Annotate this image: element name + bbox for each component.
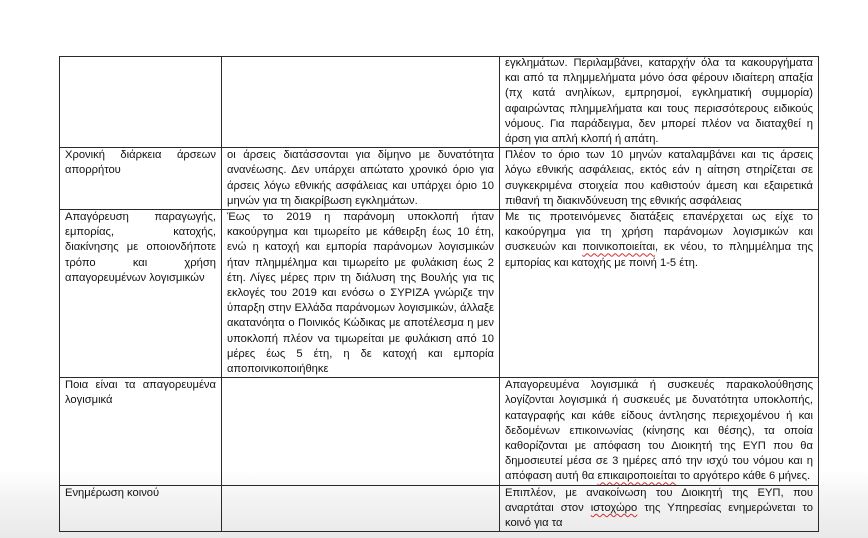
- proposed-law-text: εγκλημάτων. Περιλαμβάνει, καταρχήν όλα τα κακουργήματα και από τα πλημμελήματα μόνο όσα φέρουν ιδιαίτερη απαξία (πχ κατά ανηλίκων, εμπρησμοί, εγκληματική συμμορία) αφαιρώντας πλημμελήματα και τους περισσότερους ειδικούς νόμους. Για παράδειγμα, δεν μπορεί πλέον να διαταχθεί η άρση για απλή κλοπή ή απάτη.: [505, 57, 813, 146]
- text-segment: της Υπηρεσίας ενημερώνεται το κοινό για τα: [505, 501, 813, 530]
- comparison-table: [59, 56, 819, 532]
- table-row: [60, 148, 819, 210]
- text-segment: Με τις προτεινόμενες διατάξεις επανέρχεται ως είχε το κακούργημα για τη χρήση παράνομων λογισμικών και συσκευών και: [505, 211, 813, 254]
- text-segment: το αργότερο κάθε 6 μήνες.: [676, 470, 811, 483]
- proposed-law-cell: [500, 210, 819, 378]
- table-row: [60, 485, 819, 532]
- proposed-law-text: [505, 210, 813, 271]
- proposed-law-cell: [500, 485, 819, 532]
- topic-cell: [60, 485, 222, 532]
- current-law-text: οι άρσεις διατάσσονται για δίμηνο με δυνατότητα ανανέωσης. Δεν υπάρχει απώτατο χρονικό όριο για άρσεις λόγω εθνικής ασφάλειας και υπάρχει όριο 10 μηνών για τη διακρίβωση εγκλημάτων.: [227, 149, 494, 207]
- proposed-law-text: Πλέον το όριο των 10 μηνών καταλαμβάνει και τις άρσεις λόγω εθνικής ασφάλειας, εκτός εάν η αίτηση στηρίζεται σε συγκεκριμένα στοιχεία που καθιστούν άμεση και εξαιρετικά πιθανή τη διακινδύνευση της εθνικής ασφάλειας: [505, 149, 813, 207]
- topic-cell: [60, 210, 222, 378]
- proposed-law-text: [505, 486, 813, 532]
- spellcheck-flagged-word[interactable]: ιστοχώρο: [590, 501, 638, 514]
- table-row: [60, 57, 819, 148]
- text-segment: , εκ νέου, το πλημμέλημα της εμπορίας και κατοχής με ποινή 1-5 έτη.: [505, 241, 813, 269]
- table-row: [60, 210, 819, 378]
- current-law-cell: [222, 57, 500, 148]
- topic-text: Χρονική διάρκεια άρσεων απορρήτου: [65, 149, 216, 177]
- current-law-cell: [222, 485, 500, 532]
- proposed-law-cell: [500, 378, 819, 485]
- topic-cell: [60, 57, 222, 148]
- topic-text: Απαγόρευση παραγωγής, εμπορίας, κατοχής, διακίνησης με οποιονδήποτε τρόπο και χρήση απαγορευμένων λογισμικών: [65, 211, 216, 284]
- table-row: [60, 378, 819, 485]
- topic-cell: [60, 148, 222, 210]
- current-law-cell: [222, 148, 500, 210]
- text-segment: Επιπλέον, με ανακοίνωση του Διοικητή της ΕΥΠ, που αναρτάται στον: [505, 486, 813, 514]
- topic-text: Ενημέρωση κοινού: [65, 486, 160, 499]
- topic-cell: [60, 378, 222, 485]
- topic-text: Ποια είναι τα απαγορευμένα λογισμικά: [65, 379, 216, 407]
- spellcheck-flagged-word[interactable]: ποινικοποιείται: [582, 241, 656, 254]
- proposed-law-cell: [500, 148, 819, 210]
- spellcheck-flagged-word[interactable]: επικαιροποιείται: [597, 470, 677, 483]
- proposed-law-text: [505, 378, 813, 484]
- proposed-law-cell: [500, 57, 819, 148]
- current-law-cell: [222, 210, 500, 378]
- text-segment: Απαγορευμένα λογισμικά ή συσκευές παρακολούθησης λογίζονται λογισμικά ή συσκευές με δυνατότητα υποκλοπής, καταγραφής και κάθε είδους άντλησης περιεχομένου ή και δεδομένων επικοινωνίας (κίνησης και θέσης), τα οποία καθορίζονται με απόφαση του Διοικητή της ΕΥΠ που θα δημοσιευτεί μέσα σε 3 ημέρες από την ισχύ του νόμου και η απόφαση αυτή θα: [505, 379, 813, 483]
- current-law-cell: [222, 378, 500, 485]
- current-law-text: Έως το 2019 η παράνομη υποκλοπή ήταν κακούργημα και τιμωρείτο με κάθειρξη έως 10 έτη, ενώ η κατοχή και εμπορία παράνομων λογισμικών ήταν πλημμέλημα και τιμωρείτο με φυλάκιση έως 2 έτη. Λίγες μέρες πριν τη διάλυση της Βουλής για τις εκλογές του 2019 και ενόσω ο ΣΥΡΙΖΑ γνώριζε την ύπαρξη στην Ελλάδα παράνομων λογισμικών, άλλαξε ακατανόητα ο Ποινικός Κώδικας με αποτέλεσμα η μεν υποκλοπή πλέον να τιμωρείται με φυλάκιση από 10 μέρες έως 5 έτη, η δε κατοχή και εμπορία αποποινικοποιήθηκε: [227, 211, 494, 376]
